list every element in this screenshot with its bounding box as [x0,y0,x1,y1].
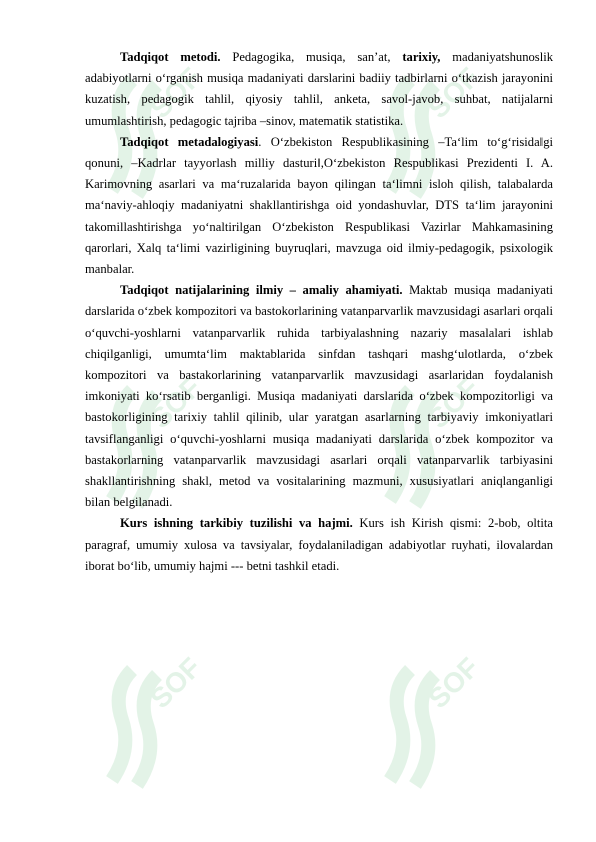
paragraph-text: madaniyatshunoslik adabiyotlarni o‘rganish musiqa madaniyati darslarini badiiy tadbirlarni o‘tkazish jarayonini kuzatish, pedagogik tahlil, qiyosiy tahlil, anketa, savol-javob, suhbat, natijalarni umumlashtirish, pedagogic tajriba –sinov, matematik statistika. [85,50,553,128]
paragraph-text: Pedagogika, musiqa, san’at, [220,50,403,64]
paragraph-significance [85,280,553,513]
paragraph-text: Kurs ish Kirish qismi: 2-bob, oltita paragraf, umumiy xulosa va tavsiyalar, foydalaniladigan adabiyotlar ruyhati, ilovalardan iborat bo‘lib, umumiy hajmi --- betni tashkil etadi. [85,516,553,573]
heading-research-method: Tadqiqot metodi. [120,50,221,64]
watermark-text: SOF [144,371,207,435]
sof-logo-watermark [370,650,490,800]
watermark-text: SOF [144,61,207,125]
watermark-text: SOF [422,61,485,125]
body-text [85,47,553,577]
heading-significance: Tadqiqot natijalarining ilmiy – amaliy ahamiyati. [120,283,403,298]
heading-structure: Kurs ishning tarkibiy tuzilishi va hajmi. [120,516,353,531]
heading-methodology: Tadqiqot metadalogiyasi [120,134,259,149]
paragraph-text: Maktab musiqa madaniyati darslarida o‘zbek kompozitori va bastokorlarining vatanparvarlik mavzusidagi asarlari orqali o‘quvchi-yoshlarni vatanparvarlik ruhida tarbiyalashning nazariy masalalari ishlab chiqilganligi, umumta‘lim maktablarida sinfdan tashqari mashg‘ulotlarda, o‘zbek kompozitori va bastakorlarining vatanparvarlik mavzusidagi asarlaridan foydalanish imkoniyati ko‘rsatib berganligi. Musiqa madaniyati darslarida o‘zbek kompozitorligi va bastokorligining tarixiy tahlil qilinib, ular yaratgan asarlarning tarbiyaviy imkoniyatlari tavsiflanganligi o‘quvchi-yoshlarni musiqa madaniyati darslarida o‘zbek kompozitor va bastakorlarning vatanparvarlik mavzusidagi asarlari orqali vatanparvarlik tarbiyasini shakllantirishning shakl, metod va vositalarining mazmuni, xususiyatlari aniqlanganligi bilan belgilanadi. [85,283,553,510]
paragraph-methodology [85,132,553,280]
watermark-text: SOF [422,651,485,715]
watermark-text: SOF [422,371,485,435]
watermark-text: SOF [144,651,207,715]
paragraph-research-method [85,47,553,132]
bold-term: tarixiy, [402,50,441,64]
paragraph-structure [85,513,553,577]
sof-logo-watermark [92,650,212,800]
paragraph-text: . O‘zbekiston Respublikasining –Ta‘lim to‘g‘risida‖gi qonuni, –Kadrlar tayyorlash milliy dasturi‖,O‘zbekiston Respublikasi Prezidenti I. A. Karimovning asarlari va ma‘ruzalarida bayon qilingan ta‘limni isloh qilish, talabalarda ma‘naviy-ahloqiy madaniyatni shakllantirishga oid yondashuvlar, DTS ta‘lim jarayonini takomillashtirishga yo‘naltirilgan O‘zbekiston Respublikasi Vazirlar Mahkamasining qarorlari, Xalq ta‘limi vazirligining buyruqlari, mavzuga oid ilmiy-pedagogik, psixologik manbalar. [85,134,553,277]
